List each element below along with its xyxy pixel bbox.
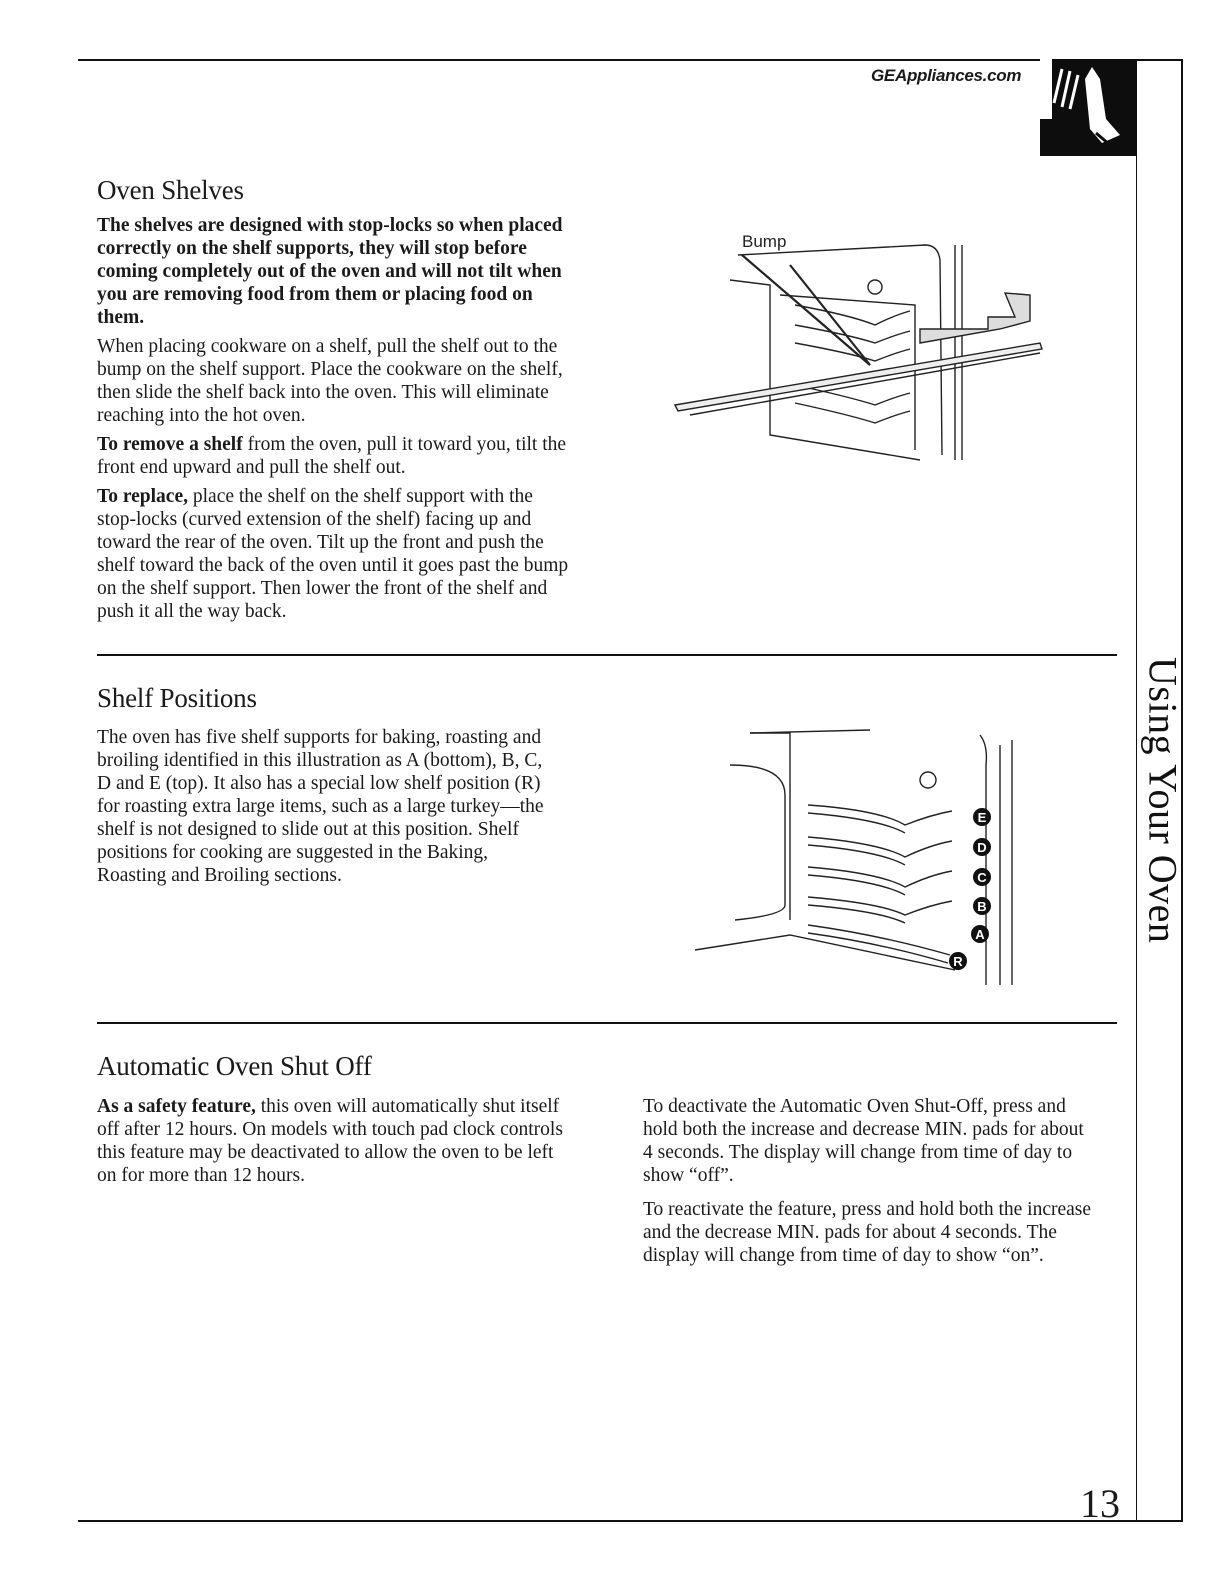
divider-1 xyxy=(97,654,1117,656)
section-title-oven-shelves: Oven Shelves xyxy=(97,175,244,205)
replace-shelf-bold: To replace, xyxy=(97,486,188,507)
remove-shelf-text: from the oven, pull it toward you, tilt the front end upward and pull the shelf out. xyxy=(97,434,567,478)
oven-shelves-para-3 xyxy=(97,485,575,623)
shelf-position-markers xyxy=(949,808,991,970)
oven-shelves-para-2 xyxy=(97,433,575,479)
deactivate-paragraph: To deactivate the Automatic Oven Shut-Off, press and hold both the increase and decrease MIN. pads for about 4 seconds. The display will change from time of day to show “off”. xyxy=(643,1096,1084,1186)
page-number: 13 xyxy=(1080,1481,1120,1526)
position-r-marker xyxy=(949,952,967,970)
auto-shutoff-left-text xyxy=(97,1095,572,1187)
position-d-marker xyxy=(973,838,991,856)
oven-shelves-para-1: When placing cookware on a shelf, pull the shelf out to the bump on the shelf support. Place the cookware on the shelf, then slide the shelf back into the oven. This will eliminate reaching into the hot oven. xyxy=(97,336,563,426)
oven-shelves-text xyxy=(97,214,575,623)
safety-feature-bold: As a safety feature, xyxy=(97,1096,256,1117)
side-tab xyxy=(1138,655,1188,945)
section-title-auto-shutoff: Automatic Oven Shut Off xyxy=(97,1051,372,1081)
replace-shelf-text: place the shelf on the shelf support with the stop-locks (curved extension of the shelf) facing up and toward the rear of the oven. Tilt up the front and push the shelf toward the back of the oven until it goes past the bump on the shelf support. Then lower the front of the shelf and push it all the way back. xyxy=(97,486,569,622)
right-frame-inner-line xyxy=(1136,59,1137,1521)
svg-text:D: D xyxy=(977,840,987,855)
oven-shelves-lead: The shelves are designed with stop-locks so when placed correctly on the shelf supports, they will stop before coming completely out of the oven and will not tilt when you are removing food from them or placing food on them. xyxy=(97,215,563,328)
position-a-marker xyxy=(971,925,989,943)
svg-text:A: A xyxy=(975,927,985,942)
shelf-pullout-illustration xyxy=(670,225,1050,465)
shelf-positions-text: The oven has five shelf supports for baking, roasting and broiling identified in this illustration as A (bottom), B, C, D and E (top). It also has a special low shelf position (R) for roasting extra large items, such as a large turkey—the shelf is not designed to slide out at this position. Shelf positions for cooking are suggested in the Baking, Roasting and Broiling sections. xyxy=(97,727,544,886)
svg-text:B: B xyxy=(977,899,987,914)
svg-text:R: R xyxy=(953,954,963,969)
divider-2 xyxy=(97,1022,1117,1024)
safety-feature-text: this oven will automatically shut itself off after 12 hours. On models with touch pad clock controls this feature may be deactivated to allow the oven to be left on for more than 12 hours. xyxy=(97,1096,563,1186)
bump-label: Bump xyxy=(742,232,787,251)
website-header: GEAppliances.com xyxy=(871,66,1022,85)
footer-rule xyxy=(78,1520,1183,1522)
position-e-marker xyxy=(973,808,991,826)
hand-pointer-icon xyxy=(1040,59,1137,156)
reactivate-paragraph: To reactivate the feature, press and hold both the increase and the decrease MIN. pads for about 4 seconds. The display will change from time of day to show “on”. xyxy=(643,1199,1092,1266)
shelf-positions-illustration xyxy=(690,725,1030,995)
svg-text:E: E xyxy=(977,810,987,825)
position-c-marker xyxy=(973,868,991,886)
auto-shutoff-right-text xyxy=(643,1095,1098,1267)
svg-text:C: C xyxy=(977,870,987,885)
remove-shelf-bold: To remove a shelf xyxy=(97,434,243,455)
position-b-marker xyxy=(973,897,991,915)
section-title-shelf-positions: Shelf Positions xyxy=(97,683,257,713)
side-tab-label: Using Your Oven xyxy=(1140,656,1186,944)
header-rule xyxy=(78,59,1183,61)
